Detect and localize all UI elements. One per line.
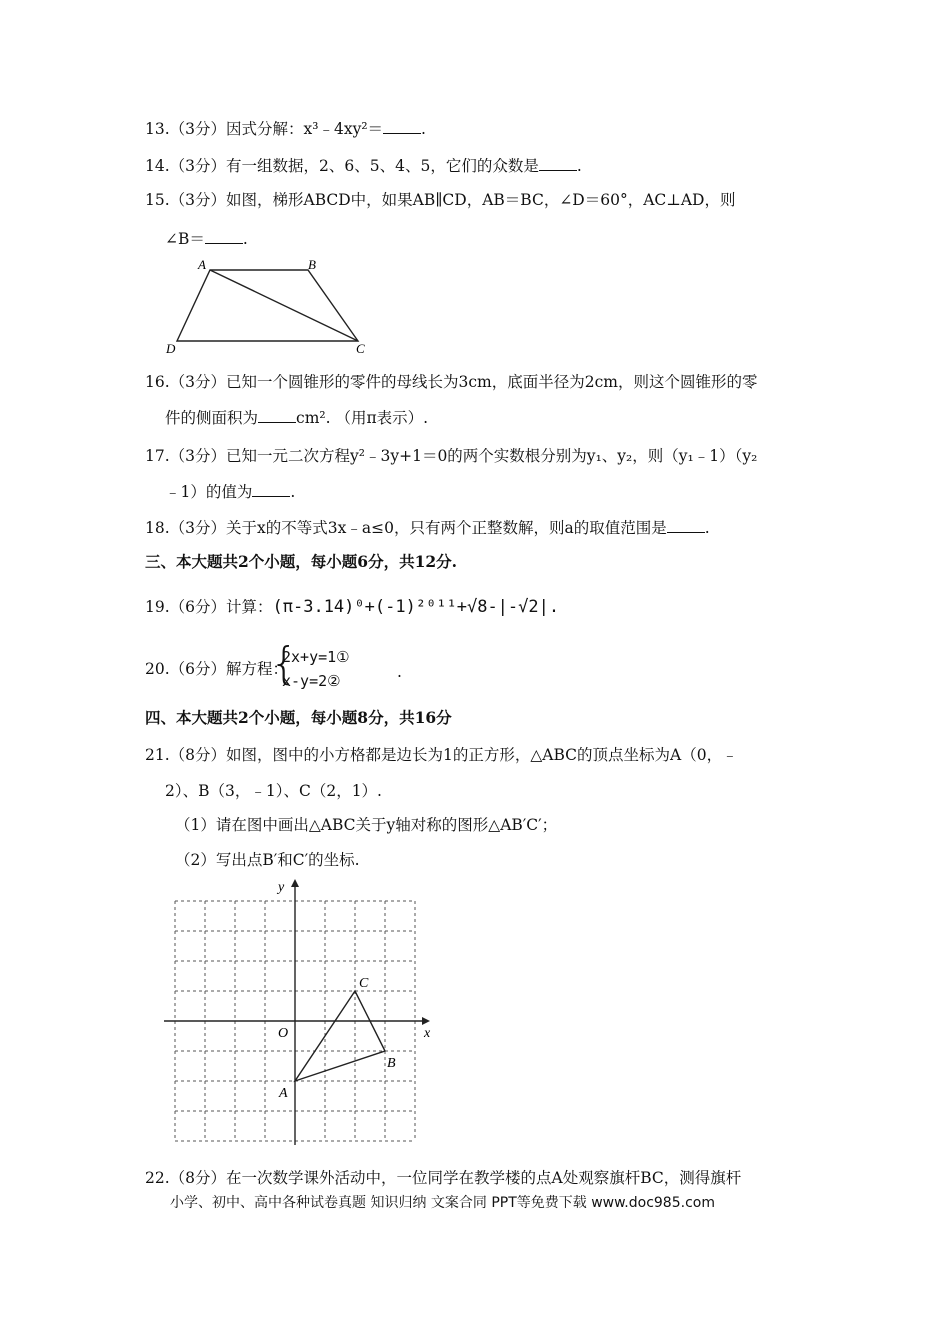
footer-note: 小学、初中、高中各种试卷真题 知识归纳 文案合同 PPT等免费下载 www.doc985.com [170,1195,715,1211]
equation-2: x-y=2② [282,672,341,690]
y-axis-label: y [278,880,285,895]
label-b: B [308,257,316,272]
brace-symbol: { [270,638,298,689]
formula: (π-3.14)⁰+(-1)²⁰¹¹+√8-|-√2|. [272,597,560,617]
x-axis-label: x [424,1026,431,1041]
question-18: 18.（3分）关于x的不等式3x﹣a≤0，只有两个正整数解，则a的取值范围是 . [145,519,710,537]
question-17-line2: ﹣1）的值为 . [165,483,296,501]
question-21-line2: 2）、B（3，﹣1）、C（2，1）. [165,782,382,800]
label-a: A [198,257,206,272]
label-b: B [387,1056,396,1071]
question-20-label: 20.（6分）解方程： [145,660,289,678]
question-17-line1: 17.（3分）已知一元二次方程y²﹣3y+1＝0的两个实数根分别为y₁、y₂，则（y₁﹣1）（y₂ [145,447,758,465]
answer-blank [539,156,577,171]
trapezoid-figure [160,255,380,355]
y-axis-arrow [291,879,299,887]
coordinate-grid-figure [160,875,450,1150]
question-14: 14.（3分）有一组数据，2、6、5、4、5，它们的众数是 . [145,157,582,175]
section-3-heading: 三、本大题共2个小题，每小题6分，共12分. [145,552,458,571]
answer-blank [205,229,243,244]
answer-blank [667,518,705,533]
question-15-line2: ∠B＝ . [165,230,248,248]
triangle-abc [295,991,385,1081]
label-a: A [279,1086,288,1101]
origin-label: O [278,1026,289,1041]
answer-blank [258,408,296,423]
equation-system [282,645,350,693]
question-19: 19.（6分）计算：(π-3.14)⁰+(-1)²⁰¹¹+√8-|-√2|. [145,597,560,617]
question-16-line2: 件的侧面积为 cm². （用π表示）. [165,409,429,427]
label-d: D [166,341,176,355]
x-axis-arrow [422,1017,430,1025]
question-13: 13.（3分）因式分解：x³﹣4xy²＝ . [145,120,426,138]
question-16-line1: 16.（3分）已知一个圆锥形的零件的母线长为3cm，底面半径为2cm，则这个圆锥形的零 [145,373,758,391]
question-21-part1: （1）请在图中画出△ABC关于y轴对称的图形△AB′C′； [175,816,558,834]
label-c: C [356,341,365,355]
equation-1: 2x+y=1① [282,648,350,666]
question-15-line1: 15.（3分）如图，梯形ABCD中，如果AB∥CD，AB＝BC，∠D＝60°，AC⊥AD，则 [145,191,736,209]
question-21-line1: 21.（8分）如图，图中的小方格都是边长为1的正方形，△ABC的顶点坐标为A（0，﹣ [145,746,738,764]
equation-end: . [397,663,402,681]
label-c: C [359,976,369,991]
section-4-heading: 四、本大题共2个小题，每小题8分，共16分 [145,708,452,727]
answer-blank [383,119,421,134]
answer-blank [252,482,290,497]
question-21-part2: （2）写出点B′和C′的坐标. [175,851,360,869]
question-22: 22.（8分）在一次数学课外活动中，一位同学在教学楼的点A处观察旗杆BC，测得旗杆 [145,1169,742,1187]
